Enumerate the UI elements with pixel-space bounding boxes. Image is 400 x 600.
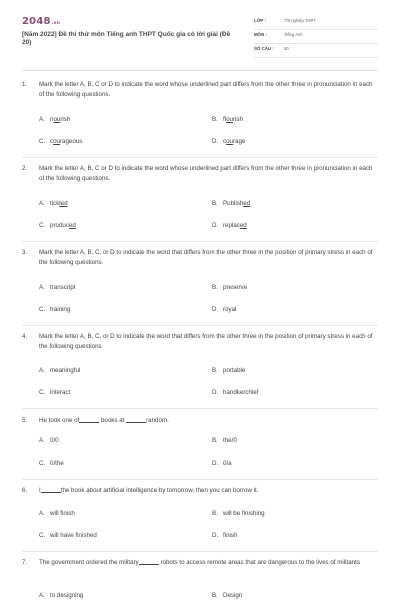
meta-value: Tốt nghiệp THPT [284,18,316,23]
option-c[interactable]: C. courageous [39,138,83,145]
option-b[interactable]: B. preserve [212,284,248,291]
question-number: 6. [22,487,28,494]
question-6 [22,486,378,496]
meta-value: Tiếng Anh [284,32,303,37]
option-a[interactable]: A. transcript [39,284,76,291]
option-c[interactable]: C. produced [39,222,76,229]
meta-count-row [254,44,378,58]
question-text: He took one of books at random. [39,417,169,424]
exam-meta [254,16,378,58]
answer-blank [41,487,61,493]
header [22,14,378,66]
question-divider [22,551,378,552]
option-d[interactable]: D. 0/a [212,460,232,467]
option-c[interactable]: C. training [39,306,71,313]
question-divider [22,325,378,326]
question-text: Mark the letter A, B, C, or D to indicate the word that differs from the other three in the position of primary stress in each of the following questions [39,333,373,350]
option-b[interactable]: B. Design [212,592,243,599]
question-4 [22,332,378,352]
site-logo[interactable]: 2048.vn [22,16,61,27]
option-a[interactable]: A. tickled [39,200,68,207]
option-d[interactable]: D. courage [212,138,246,145]
exam-title: [Năm 2022] Đề thi thử môn Tiếng anh THPT Quốc gia có lời giải (Đề 20) [22,31,231,47]
question-text: Mark the letter A, B, C or D to indicate the word whose underlined part differs from the other three in pronunciation in each of the following questions. [39,81,373,98]
meta-class-row [254,16,378,30]
question-text: I the book about artificial intelligence by tomorrow, then you can borrow it. [39,487,259,494]
option-d[interactable]: D. finish [212,532,238,539]
meta-value: 50 [284,46,289,51]
answer-blank [139,559,159,565]
question-divider [22,479,378,480]
question-number: 4. [22,333,28,340]
question-7 [22,558,378,578]
option-d[interactable]: D. handkerchief [212,389,259,396]
meta-label: SỐ CÂU : [254,46,274,51]
question-text: Mark the letter A, B, C, or D to indicate the word that differs from the other three in the position of primary stress in each of the following questions. [39,249,373,266]
meta-subject-row [254,30,378,44]
option-b[interactable]: B. flourish [212,116,243,123]
option-d[interactable]: D. royal [212,306,237,313]
option-d[interactable]: D. replaced [212,222,247,229]
option-b[interactable]: B. Published [212,200,251,207]
question-divider [22,241,378,242]
question-divider [22,408,378,409]
question-2 [22,164,378,184]
answer-blank [126,417,146,423]
option-c[interactable]: C. interact [39,389,71,396]
question-divider [22,157,378,158]
question-1 [22,80,378,100]
question-number: 1. [22,81,28,88]
option-a[interactable]: A. will finish [39,510,75,517]
question-text: The government ordered the military robots to access remote areas that are dangerous to the lives of militants [39,559,360,566]
question-5 [22,416,378,426]
meta-label: LỚP : [254,18,266,23]
option-b[interactable]: B. portable [212,367,246,374]
question-number: 5. [22,417,28,424]
option-b[interactable]: B. will be finishing [212,510,265,517]
option-a[interactable]: A. to designing [39,592,84,599]
question-number: 2. [22,165,28,172]
option-c[interactable]: C. will have finished [39,532,97,539]
option-c[interactable]: C. 0/the [39,460,64,467]
question-number: 7. [22,559,28,566]
option-a[interactable]: A. nourish [39,116,71,123]
question-number: 3. [22,249,28,256]
meta-label: MÔN : [254,32,267,37]
option-a[interactable]: A. 0/0 [39,437,59,444]
answer-blank [79,417,99,423]
question-text: Mark the letter A, B, C or D to indicate the word whose underlined part differs from the other three in pronunciation in each of the following questions. [39,165,373,182]
option-b[interactable]: B. the/0 [212,437,237,444]
header-divider [22,70,378,71]
question-3 [22,248,378,268]
option-a[interactable]: A. meaningful [39,367,81,374]
